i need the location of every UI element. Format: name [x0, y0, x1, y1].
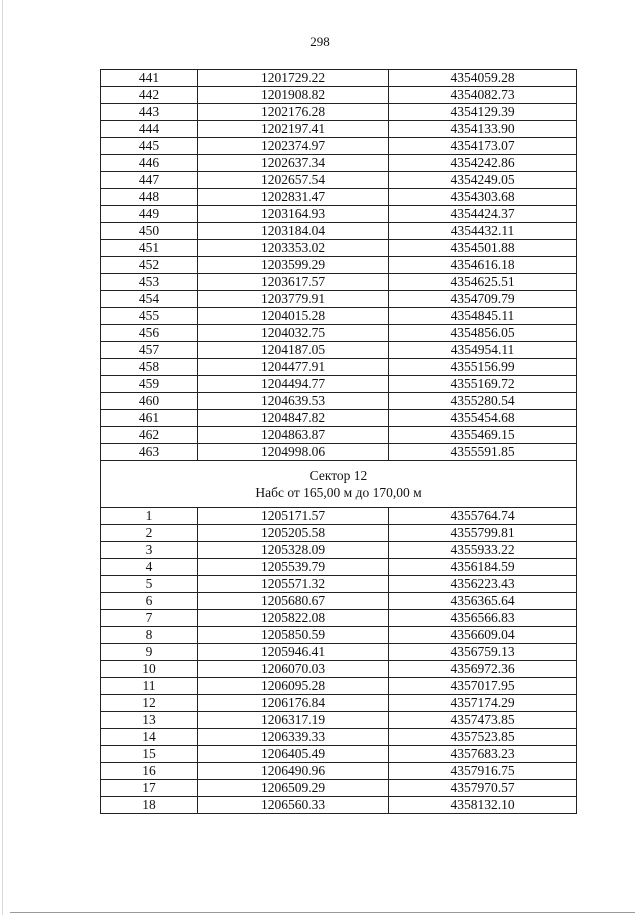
- coordinate-y: 4354625.51: [389, 274, 577, 291]
- table-row: [101, 308, 577, 325]
- point-number: 444: [101, 121, 198, 138]
- coordinate-y: 4358132.10: [389, 797, 577, 814]
- point-number: 1: [101, 508, 198, 525]
- coordinate-x: 1202176.28: [198, 104, 389, 121]
- point-number: 3: [101, 542, 198, 559]
- table-row: [101, 427, 577, 444]
- coordinate-y: 4354432.11: [389, 223, 577, 240]
- point-number: 12: [101, 695, 198, 712]
- table-row: [101, 593, 577, 610]
- coordinate-y: 4355799.81: [389, 525, 577, 542]
- coordinate-x: 1203164.93: [198, 206, 389, 223]
- coordinate-y: 4355156.99: [389, 359, 577, 376]
- point-number: 9: [101, 644, 198, 661]
- coordinate-y: 4357683.23: [389, 746, 577, 763]
- table-row: [101, 410, 577, 427]
- point-number: 8: [101, 627, 198, 644]
- coordinate-y: 4355280.54: [389, 393, 577, 410]
- table-row: [101, 508, 577, 525]
- page-number: 298: [310, 34, 330, 49]
- section-title: Сектор 12: [309, 468, 368, 483]
- coordinate-x: 1206405.49: [198, 746, 389, 763]
- coordinate-x: 1204477.91: [198, 359, 389, 376]
- coordinate-x: 1204015.28: [198, 308, 389, 325]
- point-number: 461: [101, 410, 198, 427]
- table-row: [101, 274, 577, 291]
- section-range: Набс от 165,00 м до 170,00 м: [255, 485, 422, 500]
- coordinate-x: 1204847.82: [198, 410, 389, 427]
- coordinate-x: 1202657.54: [198, 172, 389, 189]
- coordinate-x: 1201729.22: [198, 70, 389, 87]
- table-row: [101, 444, 577, 461]
- coordinate-x: 1204032.75: [198, 325, 389, 342]
- point-number: 11: [101, 678, 198, 695]
- coordinate-y: 4354424.37: [389, 206, 577, 223]
- coordinate-y: 4356184.59: [389, 559, 577, 576]
- point-number: 455: [101, 308, 198, 325]
- coordinate-y: 4355591.85: [389, 444, 577, 461]
- coordinate-y: 4355169.72: [389, 376, 577, 393]
- coordinate-x: 1206176.84: [198, 695, 389, 712]
- coordinate-x: 1203779.91: [198, 291, 389, 308]
- table-row: [101, 291, 577, 308]
- table-row: [101, 780, 577, 797]
- coordinate-x: 1202374.97: [198, 138, 389, 155]
- point-number: 6: [101, 593, 198, 610]
- point-number: 453: [101, 274, 198, 291]
- coordinate-x: 1204187.05: [198, 342, 389, 359]
- table-row: [101, 746, 577, 763]
- table-row: [101, 763, 577, 780]
- coordinate-x: 1204494.77: [198, 376, 389, 393]
- coordinate-x: 1205680.67: [198, 593, 389, 610]
- coordinate-x: 1205822.08: [198, 610, 389, 627]
- coordinate-y: 4356223.43: [389, 576, 577, 593]
- point-number: 15: [101, 746, 198, 763]
- coordinate-x: 1202831.47: [198, 189, 389, 206]
- coordinate-x: 1205571.32: [198, 576, 389, 593]
- point-number: 18: [101, 797, 198, 814]
- table-row: [101, 70, 577, 87]
- table-body-after: [101, 508, 577, 814]
- section-header-group: [101, 461, 577, 508]
- section-header-cell: [101, 461, 577, 508]
- point-number: 2: [101, 525, 198, 542]
- coordinate-x: 1206490.96: [198, 763, 389, 780]
- table-row: [101, 342, 577, 359]
- coordinate-x: 1205205.58: [198, 525, 389, 542]
- point-number: 450: [101, 223, 198, 240]
- coordinate-x: 1205946.41: [198, 644, 389, 661]
- point-number: 447: [101, 172, 198, 189]
- point-number: 14: [101, 729, 198, 746]
- coordinate-x: 1205171.57: [198, 508, 389, 525]
- point-number: 451: [101, 240, 198, 257]
- coordinate-y: 4354129.39: [389, 104, 577, 121]
- table-row: [101, 678, 577, 695]
- coordinate-y: 4357970.57: [389, 780, 577, 797]
- point-number: 454: [101, 291, 198, 308]
- table-row: [101, 797, 577, 814]
- coordinate-x: 1206339.33: [198, 729, 389, 746]
- coordinate-y: 4356566.83: [389, 610, 577, 627]
- coordinate-x: 1206317.19: [198, 712, 389, 729]
- point-number: 442: [101, 87, 198, 104]
- table-row: [101, 189, 577, 206]
- coordinate-x: 1206070.03: [198, 661, 389, 678]
- table-row: [101, 121, 577, 138]
- table-row: [101, 223, 577, 240]
- table-row: [101, 559, 577, 576]
- point-number: 452: [101, 257, 198, 274]
- table-row: [101, 240, 577, 257]
- table-row: [101, 542, 577, 559]
- point-number: 10: [101, 661, 198, 678]
- coordinate-y: 4357174.29: [389, 695, 577, 712]
- coordinate-x: 1206095.28: [198, 678, 389, 695]
- coordinate-y: 4354133.90: [389, 121, 577, 138]
- coordinate-y: 4356609.04: [389, 627, 577, 644]
- table-row: [101, 325, 577, 342]
- coordinate-y: 4354856.05: [389, 325, 577, 342]
- coordinate-x: 1204863.87: [198, 427, 389, 444]
- coordinate-y: 4355454.68: [389, 410, 577, 427]
- table-row: [101, 104, 577, 121]
- coordinate-y: 4354242.86: [389, 155, 577, 172]
- coordinate-y: 4354059.28: [389, 70, 577, 87]
- table-row: [101, 576, 577, 593]
- coordinate-y: 4356365.64: [389, 593, 577, 610]
- coordinate-x: 1205850.59: [198, 627, 389, 644]
- coordinate-x: 1203184.04: [198, 223, 389, 240]
- point-number: 463: [101, 444, 198, 461]
- coordinate-y: 4357017.95: [389, 678, 577, 695]
- table-row: [101, 525, 577, 542]
- point-number: 462: [101, 427, 198, 444]
- coordinate-y: 4354082.73: [389, 87, 577, 104]
- coordinate-y: 4354249.05: [389, 172, 577, 189]
- coordinate-y: 4354303.68: [389, 189, 577, 206]
- point-number: 13: [101, 712, 198, 729]
- coordinate-y: 4354501.88: [389, 240, 577, 257]
- coordinate-y: 4354173.07: [389, 138, 577, 155]
- coordinate-x: 1202197.41: [198, 121, 389, 138]
- point-number: 443: [101, 104, 198, 121]
- table-row: [101, 610, 577, 627]
- table-row: [101, 87, 577, 104]
- coordinate-x: 1206509.29: [198, 780, 389, 797]
- point-number: 4: [101, 559, 198, 576]
- coordinate-x: 1206560.33: [198, 797, 389, 814]
- table-row: [101, 644, 577, 661]
- coordinate-y: 4357473.85: [389, 712, 577, 729]
- table-row: [101, 695, 577, 712]
- table-row: [101, 359, 577, 376]
- coordinates-table: [100, 69, 577, 814]
- coordinate-x: 1201908.82: [198, 87, 389, 104]
- coordinate-x: 1204998.06: [198, 444, 389, 461]
- coordinate-y: 4357523.85: [389, 729, 577, 746]
- table-row: [101, 729, 577, 746]
- point-number: 16: [101, 763, 198, 780]
- scan-edge-bottom: [10, 912, 635, 913]
- table-row: [101, 661, 577, 678]
- point-number: 448: [101, 189, 198, 206]
- coordinate-x: 1202637.34: [198, 155, 389, 172]
- point-number: 458: [101, 359, 198, 376]
- coordinate-y: 4355933.22: [389, 542, 577, 559]
- coordinate-x: 1203617.57: [198, 274, 389, 291]
- table-row: [101, 138, 577, 155]
- coordinate-x: 1204639.53: [198, 393, 389, 410]
- table-row: [101, 257, 577, 274]
- table-row: [101, 206, 577, 223]
- coordinate-y: 4354845.11: [389, 308, 577, 325]
- coordinate-y: 4356759.13: [389, 644, 577, 661]
- coordinate-y: 4355764.74: [389, 508, 577, 525]
- coordinate-y: 4355469.15: [389, 427, 577, 444]
- table-row: [101, 627, 577, 644]
- table-row: [101, 393, 577, 410]
- table-row: [101, 712, 577, 729]
- section-header-row: [101, 461, 577, 508]
- table-body-before: [101, 70, 577, 461]
- table-row: [101, 155, 577, 172]
- point-number: 459: [101, 376, 198, 393]
- coordinate-y: 4354616.18: [389, 257, 577, 274]
- coordinate-y: 4354954.11: [389, 342, 577, 359]
- point-number: 456: [101, 325, 198, 342]
- point-number: 441: [101, 70, 198, 87]
- table-row: [101, 376, 577, 393]
- coordinate-y: 4354709.79: [389, 291, 577, 308]
- point-number: 17: [101, 780, 198, 797]
- table-row: [101, 172, 577, 189]
- coordinate-x: 1203599.29: [198, 257, 389, 274]
- coordinate-x: 1205539.79: [198, 559, 389, 576]
- coordinate-y: 4357916.75: [389, 763, 577, 780]
- point-number: 7: [101, 610, 198, 627]
- coordinate-y: 4356972.36: [389, 661, 577, 678]
- point-number: 5: [101, 576, 198, 593]
- point-number: 457: [101, 342, 198, 359]
- point-number: 445: [101, 138, 198, 155]
- point-number: 449: [101, 206, 198, 223]
- coordinate-x: 1203353.02: [198, 240, 389, 257]
- coordinate-x: 1205328.09: [198, 542, 389, 559]
- point-number: 460: [101, 393, 198, 410]
- point-number: 446: [101, 155, 198, 172]
- scan-edge-left: [2, 0, 3, 915]
